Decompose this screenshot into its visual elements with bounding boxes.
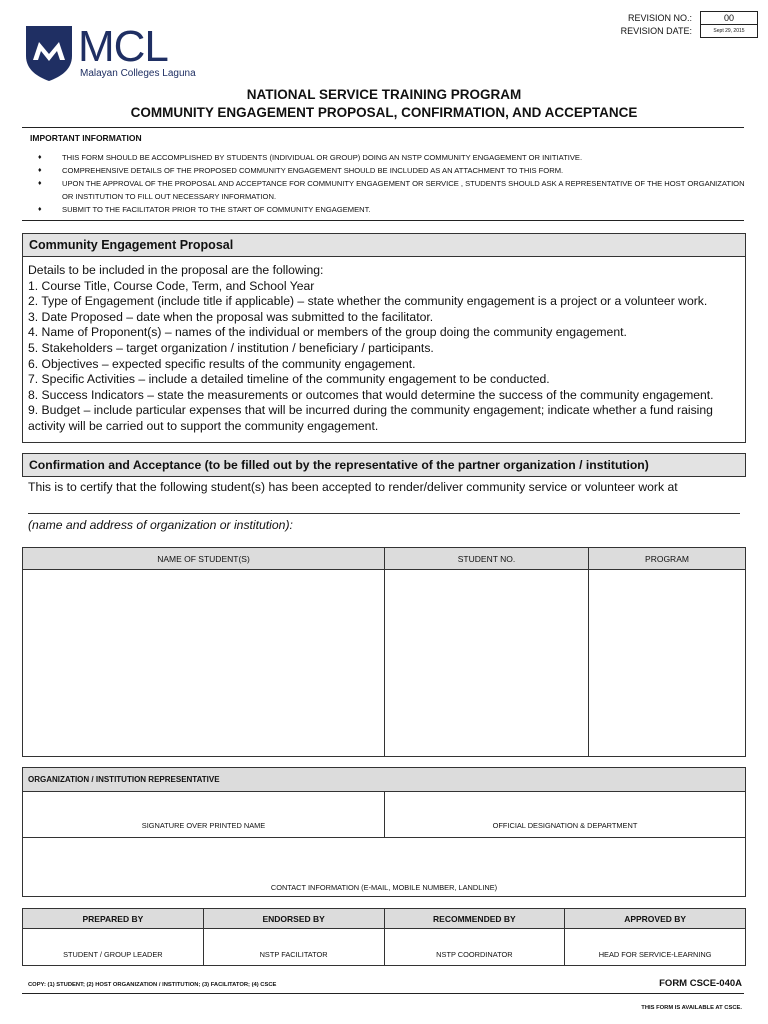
signoff-table: [22, 908, 746, 966]
detail-line: 4. Name of Proponent(s) – names of the individual or members of the group doing the community engagement.: [28, 325, 627, 340]
representative-table: [22, 767, 746, 897]
bullet-icon: ♦: [38, 206, 42, 213]
revision-date-value: Sept 29, 2015: [700, 24, 758, 38]
confirmation-heading: Confirmation and Acceptance (to be filled out by the representative of the partner organization / institution): [23, 454, 745, 477]
role-label: NSTP FACILITATOR: [259, 950, 328, 959]
approved-by-header: APPROVED BY: [565, 909, 746, 929]
detail-line: 5. Stakeholders – target organization / institution / beneficiary / participants.: [28, 340, 434, 355]
list-item: ♦ COMPREHENSIVE DETAILS OF THE PROPOSED COMMUNITY ENGAGEMENT SHOULD BE INCLUDED AS AN ATTACHMENT TO THIS FORM.: [38, 166, 564, 175]
footer-divider: [22, 993, 744, 994]
availability-note: THIS FORM IS AVAILABLE AT CSCE.: [641, 1005, 742, 1011]
recommended-by-signature[interactable]: [384, 929, 565, 966]
program-cell[interactable]: [589, 570, 746, 757]
info-divider: [22, 220, 744, 221]
column-header: PROGRAM: [589, 548, 746, 570]
revision-no-label: REVISION NO.:: [627, 13, 692, 23]
detail-line: 2. Type of Engagement (include title if applicable) – state whether the community engagement is a project or a volunteer work.: [28, 294, 708, 309]
copy-distribution: COPY: (1) STUDENT; (2) HOST ORGANIZATION / INSTITUTION; (3) FACILITATOR; (4) CSCE: [28, 982, 277, 988]
logo-subtitle: Malayan Colleges Laguna: [80, 68, 196, 79]
important-info-title: IMPORTANT INFORMATION: [30, 133, 142, 143]
detail-line: 1. Course Title, Course Code, Term, and School Year: [28, 278, 315, 293]
detail-line: Details to be included in the proposal are the following:: [28, 263, 324, 277]
contact-field[interactable]: [23, 838, 746, 897]
endorsed-by-signature[interactable]: [203, 929, 384, 966]
role-label: NSTP COORDINATOR: [436, 950, 513, 959]
column-header: STUDENT NO.: [385, 548, 589, 570]
list-item: ♦ THIS FORM SHOULD BE ACCOMPLISHED BY STUDENTS (INDIVIDUAL OR GROUP) DOING AN NSTP COMMUNITY ENGAGEMENT OR INITIATIVE.: [38, 153, 583, 162]
bullet-icon: ♦: [38, 180, 42, 187]
list-item: ♦ UPON THE APPROVAL OF THE PROPOSAL AND ACCEPTANCE FOR COMMUNITY ENGAGEMENT OR SERVICE , STUDENTS SHOULD ASK A REPRESENTATIVE OF THE HOST ORGANIZATION OR INSTITUTION TO FILL OUT NECESSARY INFORMATION.: [38, 179, 745, 201]
important-info-list: [38, 151, 748, 216]
mcl-shield-logo: [24, 24, 74, 82]
confirmation-section: [22, 453, 746, 477]
role-label: HEAD FOR SERVICE-LEARNING: [598, 950, 712, 959]
designation-field[interactable]: [385, 792, 746, 838]
recommended-by-header: RECOMMENDED BY: [384, 909, 565, 929]
proposal-heading: Community Engagement Proposal: [23, 234, 745, 257]
students-table: [22, 547, 746, 757]
signature-label: SIGNATURE OVER PRINTED NAME: [141, 821, 266, 830]
prepared-by-signature[interactable]: [23, 929, 204, 966]
detail-line: activity will be carried out to support the community engagement.: [28, 418, 379, 433]
detail-line: 7. Specific Activities – include a detailed timeline of the community engagement to be conducted.: [28, 372, 550, 387]
confirmation-certify-text: This is to certify that the following student(s) has been accepted to render/deliver community service or volunteer work at: [28, 480, 678, 494]
prepared-by-header: PREPARED BY: [23, 909, 204, 929]
form-number: FORM CSCE-040A: [659, 978, 742, 989]
proposal-section: [22, 233, 746, 443]
bullet-icon: ♦: [38, 154, 42, 161]
org-name-label: (name and address of organization or institution):: [28, 518, 293, 532]
list-item: ♦ SUBMIT TO THE FACILITATOR PRIOR TO THE START OF COMMUNITY ENGAGEMENT.: [38, 205, 371, 214]
detail-line: 6. Objectives – expected specific results of the community engagement.: [28, 356, 416, 371]
program-title: NATIONAL SERVICE TRAINING PROGRAM: [246, 87, 522, 102]
column-header: NAME OF STUDENT(S): [23, 548, 385, 570]
detail-line: 3. Date Proposed – date when the proposal was submitted to the facilitator.: [28, 309, 434, 324]
signature-field[interactable]: [23, 792, 385, 838]
contact-label: CONTACT INFORMATION (E-MAIL, MOBILE NUMBER, LANDLINE): [270, 883, 498, 892]
bullet-icon: ♦: [38, 167, 42, 174]
detail-line: 8. Success Indicators – state the measurements or outcomes that would determine the success of the community engagement.: [28, 387, 714, 402]
proposal-details: [23, 257, 745, 435]
form-title: COMMUNITY ENGAGEMENT PROPOSAL, CONFIRMATION, AND ACCEPTANCE: [130, 105, 638, 120]
designation-label: OFFICIAL DESIGNATION & DEPARTMENT: [492, 821, 638, 830]
title-divider: [22, 127, 744, 128]
logo-wordmark: MCL: [78, 22, 168, 71]
role-label: STUDENT / GROUP LEADER: [63, 950, 163, 959]
endorsed-by-header: ENDORSED BY: [203, 909, 384, 929]
revision-no-value: 00: [700, 11, 758, 25]
org-name-field[interactable]: [28, 513, 740, 514]
approved-by-signature[interactable]: [565, 929, 746, 966]
detail-line: 9. Budget – include particular expenses that will be incurred during the community engagement; indicate whether a fund raising: [28, 403, 713, 418]
student-numbers-cell[interactable]: [385, 570, 589, 757]
revision-date-label: REVISION DATE:: [620, 26, 692, 36]
representative-heading: ORGANIZATION / INSTITUTION REPRESENTATIVE: [23, 768, 746, 792]
student-names-cell[interactable]: [23, 570, 385, 757]
